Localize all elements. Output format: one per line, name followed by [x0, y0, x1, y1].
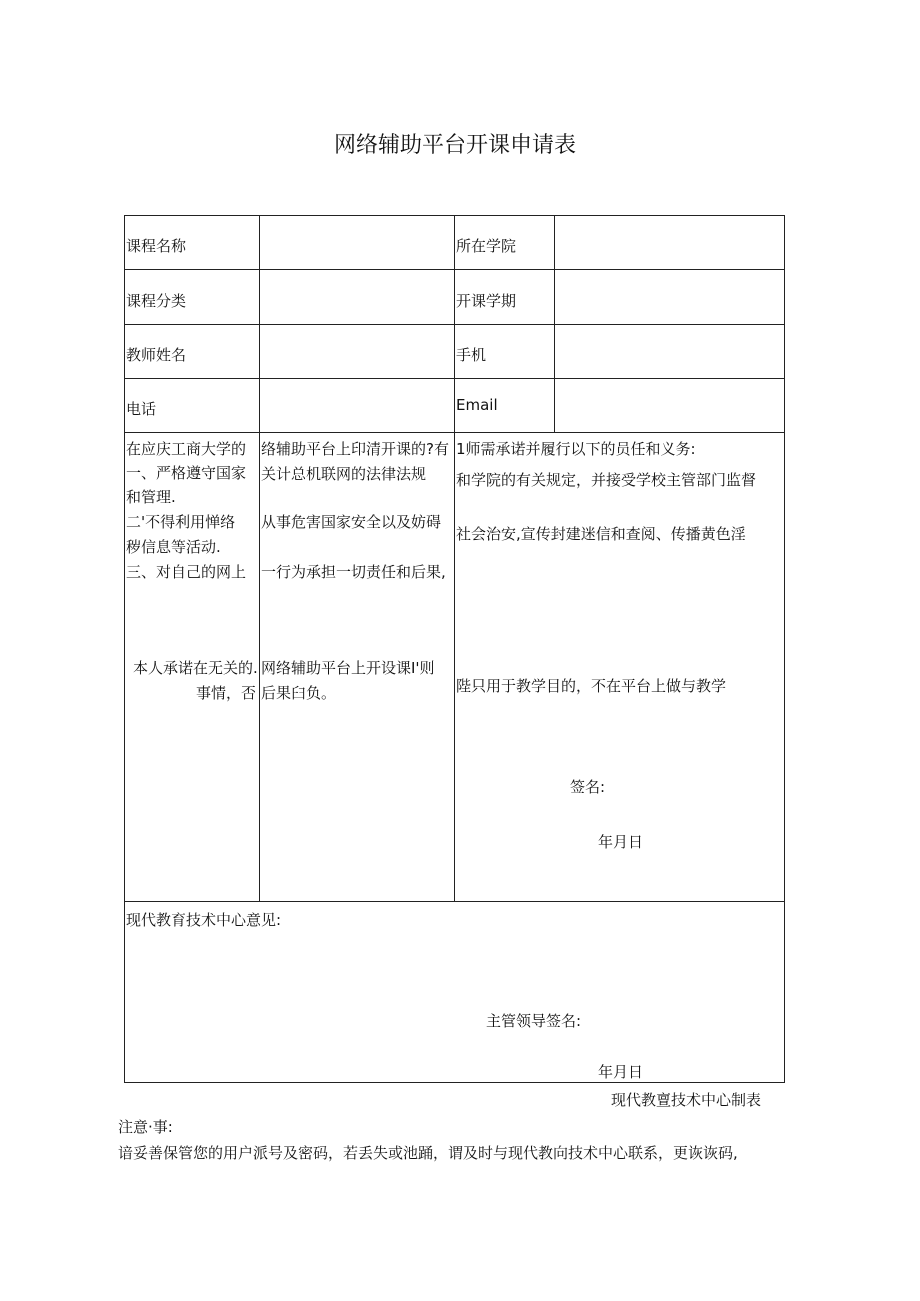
course-category-field[interactable]: [261, 270, 454, 323]
phone-label: 电话: [126, 400, 157, 418]
pledge-text: 一、严格遵守国家: [126, 464, 247, 482]
pledge-text: 网络辅助平台上开设课I'则: [261, 659, 435, 677]
signature-label: 签名:: [570, 778, 606, 796]
column-divider: [554, 215, 555, 432]
pledge-text: 二'不得利用惮络: [126, 513, 236, 531]
pledge-text: 和学院的有关规定，并接受学校主管部门监督: [456, 471, 757, 489]
pledge-text: 从事危害国家安全以及妨碍: [261, 513, 442, 531]
row-divider: [124, 901, 785, 902]
pledge-text: 和管理.: [126, 488, 176, 506]
course-category-label: 课程分类: [126, 292, 187, 310]
college-label: 所在学院: [456, 237, 517, 255]
pledge-text: 后果臼负。: [261, 684, 337, 702]
pledge-text: 本人承诺在无关的.: [133, 659, 258, 677]
made-by-text: 现代教亶技术中心制表: [611, 1091, 762, 1109]
phone-field[interactable]: [261, 379, 454, 432]
notes-text: 谙妥善保管您的用户派号及密码，若丢失或池踊，谓及时与现代教向技术中心联系，更诙诙码,: [118, 1144, 738, 1162]
opinion-date-label: 年月日: [598, 1063, 644, 1081]
pledge-text: 1师需承诺并履行以下的员任和义务:: [456, 440, 696, 458]
form-border-right: [784, 215, 785, 1083]
pledge-text: 事情，否: [196, 684, 257, 702]
teacher-name-field[interactable]: [261, 325, 454, 378]
pledge-text: 络辅助平台上印清开课的?有: [261, 440, 449, 458]
pledge-text: 社会治安,宣传封建迷信和查阅、传播黄色淫: [456, 525, 746, 543]
form-border-left: [124, 215, 125, 1083]
semester-label: 开课学期: [456, 292, 517, 310]
leader-signature-label: 主管领导签名:: [486, 1012, 582, 1030]
course-name-field[interactable]: [261, 216, 454, 269]
email-label: Email: [456, 396, 498, 414]
notes-title: 注意·事:: [118, 1118, 173, 1136]
mobile-label: 手机: [456, 346, 487, 364]
teacher-name-label: 教师姓名: [126, 346, 187, 364]
pledge-text: 陛只用于教学目的，不在平台上做与教学: [456, 677, 727, 695]
course-name-label: 课程名称: [126, 237, 187, 255]
opinion-label: 现代教育技术中心意见:: [126, 911, 282, 929]
date-label: 年月日: [598, 833, 644, 851]
college-field[interactable]: [556, 216, 784, 269]
pledge-text: 在应庆工商大学的: [126, 440, 247, 458]
pledge-text: 关计总机联网的法律法规: [261, 465, 427, 483]
mobile-field[interactable]: [556, 325, 784, 378]
page-title: 网络辅助平台开课申请表: [333, 133, 576, 158]
pledge-text: 三、对自己的网上: [126, 563, 247, 581]
column-divider: [259, 215, 260, 901]
pledge-text: 一行为承担一切责任和后果,: [261, 563, 446, 581]
email-field[interactable]: [556, 379, 784, 432]
pledge-text: 秽信息等活动.: [126, 538, 221, 556]
column-divider: [454, 215, 455, 901]
semester-field[interactable]: [556, 270, 784, 323]
form-border-bottom: [124, 1082, 785, 1083]
